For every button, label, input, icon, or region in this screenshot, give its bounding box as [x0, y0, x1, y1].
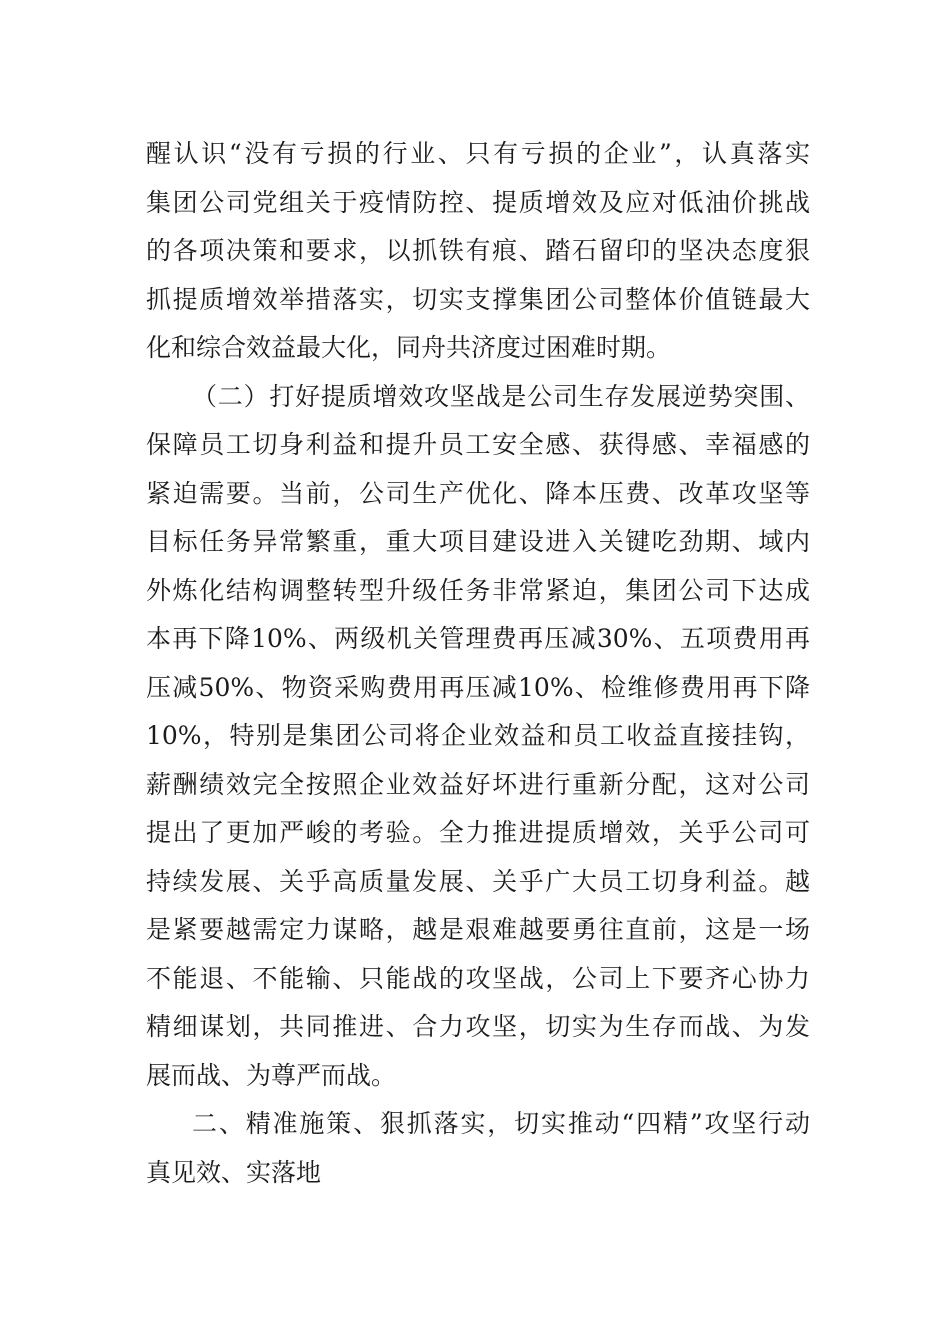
text-line: 是紧要越需定力谋略，越是艰难越要勇往直前，这是一场 [146, 915, 810, 944]
section-heading-line: （二）打好提质增效攻坚战是公司生存发展逆势突围、 [192, 381, 810, 411]
text-line: 真见效、实落地 [146, 1157, 322, 1187]
text-line: 10%，特别是集团公司将企业效益和员工收益直接挂钩， [146, 721, 810, 750]
text-line: 醒认识“没有亏损的行业、只有亏损的企业”，认真落实 [146, 139, 810, 168]
text-line: 保障员工切身利益和提升员工安全感、获得感、幸福感的 [146, 430, 810, 459]
text-line: 本再下降10%、两级机关管理费再压减30%、五项费用再 [146, 624, 810, 653]
text-line: 薪酬绩效完全按照企业效益好坏进行重新分配，这对公司 [146, 769, 810, 799]
section-heading-line: 二、精准施策、狠抓落实，切实推动“四精”攻坚行动 [192, 1109, 810, 1138]
text-line: 外炼化结构调整转型升级任务非常紧迫，集团公司下达成 [146, 575, 810, 605]
text-line: 抓提质增效举措落实，切实支撑集团公司整体价值链最大 [146, 284, 810, 314]
body-text [146, 130, 810, 1197]
text-line: 紧迫需要。当前，公司生产优化、降本压费、改革攻坚等 [146, 478, 810, 508]
text-line: 精细谋划，共同推进、合力攻坚，切实为生存而战、为发 [146, 1012, 810, 1041]
text-line: 压减50%、物资采购费用再压减10%、检维修费用再下降 [146, 672, 810, 702]
text-line: 目标任务异常繁重，重大项目建设进入关键吃劲期、域内 [146, 527, 810, 556]
text-line: 展而战、为尊严而战。 [146, 1060, 397, 1090]
text-line: 不能退、不能输、只能战的攻坚战，公司上下要齐心协力 [146, 963, 810, 993]
text-line: 的各项决策和要求，以抓铁有痕、踏石留印的坚决态度狠 [146, 236, 810, 265]
text-line: 提出了更加严峻的考验。全力推进提质增效，关乎公司可 [146, 818, 810, 847]
text-line: 集团公司党组关于疫情防控、提质增效及应对低油价挑战 [146, 187, 810, 217]
text-line: 化和综合效益最大化，同舟共济度过困难时期。 [146, 333, 672, 362]
text-line: 持续发展、关乎高质量发展、关乎广大员工切身利益。越 [146, 866, 810, 896]
